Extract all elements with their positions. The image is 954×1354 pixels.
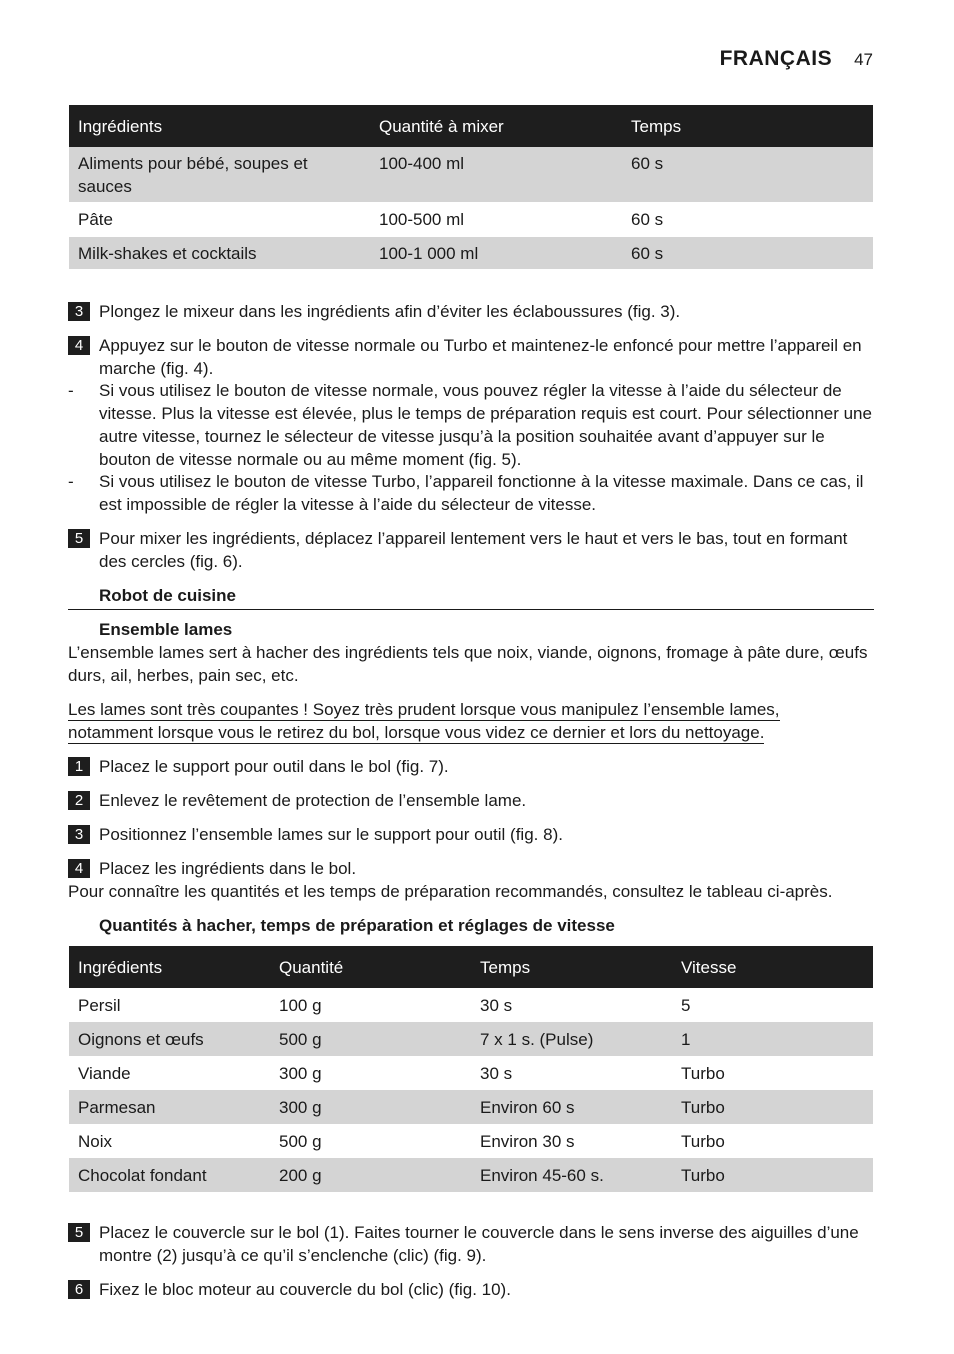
- table-cell: Noix: [78, 1132, 113, 1151]
- step-item: [68, 1278, 874, 1301]
- table-cell: 60 s: [631, 210, 664, 229]
- table-cell: 7 x 1 s. (Pulse): [471, 1022, 672, 1056]
- table-row: [69, 1022, 873, 1056]
- bullet-text: Si vous utilisez le bouton de vitesse Turbo, l’appareil fonctionne à la vitesse maximale. Dans ce cas, il est impossible de régler la vitesse à l’aide du sélecteur de vitesse.: [99, 472, 864, 514]
- step-number: 6: [68, 1280, 90, 1299]
- step-number: 2: [68, 791, 90, 810]
- table-cell: Pâte: [78, 210, 113, 229]
- table-row: [69, 1056, 873, 1090]
- table-cell: 500 g: [279, 1132, 322, 1151]
- step-number: 4: [68, 859, 90, 878]
- table-cell: Milk-shakes et cocktails: [69, 237, 370, 269]
- table-cell: Oignons et œufs: [69, 1022, 270, 1056]
- table-cell: Environ 60 s: [471, 1090, 672, 1124]
- table-cell: 100-500 ml: [379, 210, 465, 229]
- step-text: Placez le couvercle sur le bol (1). Faites tourner le couvercle dans le sens inverse des aiguilles d’une montre (2) jusqu’à ce qu’il s’enclenche (clic) (fig. 9).: [99, 1223, 859, 1265]
- table-cell: 60 s: [622, 147, 873, 202]
- table-row: [69, 1124, 873, 1158]
- table-cell: Viande: [78, 1064, 131, 1083]
- table-row: [69, 237, 873, 269]
- table-cell: Persil: [78, 996, 121, 1015]
- step-text: Positionnez l’ensemble lames sur le support pour outil (fig. 8).: [99, 825, 563, 844]
- table-cell: Environ 30 s: [480, 1132, 575, 1151]
- table-cell: Turbo: [681, 1064, 725, 1083]
- table-cell: 100-1 000 ml: [370, 237, 622, 269]
- step-text: Placez les ingrédients dans le bol.: [99, 859, 357, 878]
- step-number: 1: [68, 757, 90, 776]
- warning-line: notamment lorsque vous le retirez du bol, lorsque vous videz ce dernier et lors du nettoyage.: [68, 723, 765, 742]
- step-item: [68, 300, 874, 323]
- table-cell: 1: [672, 1022, 873, 1056]
- table-cell: 5: [681, 996, 691, 1015]
- step-number: 3: [68, 302, 90, 321]
- table-cell: 30 s: [480, 996, 513, 1015]
- table-header: Quantité: [270, 946, 471, 988]
- table-header-row: [69, 946, 873, 988]
- table-cell: 60 s: [622, 237, 873, 269]
- table-row: [69, 988, 873, 1022]
- table-cell: Parmesan: [69, 1090, 270, 1124]
- section-heading-quantites: Quantités à hacher, temps de préparation et réglages de vitesse: [99, 916, 615, 935]
- step-text: Plongez le mixeur dans les ingrédients afin d’éviter les éclaboussures (fig. 3).: [99, 302, 681, 321]
- table-cell: 300 g: [279, 1064, 322, 1083]
- table-header: Temps: [471, 946, 672, 988]
- table-header: Temps: [622, 105, 873, 147]
- step-item: [68, 823, 874, 846]
- step-item: [68, 527, 874, 573]
- table-row: [69, 1090, 873, 1124]
- table-cell: Aliments pour bébé, soupes et sauces: [69, 147, 370, 202]
- step-item: [68, 789, 874, 812]
- step-number: 5: [68, 1223, 90, 1242]
- step-item: [68, 857, 874, 880]
- warning-line: Les lames sont très coupantes ! Soyez très prudent lorsque vous manipulez l’ensemble lames,: [68, 700, 780, 719]
- table-cell: Chocolat fondant: [69, 1158, 270, 1192]
- step-text: Enlevez le revêtement de protection de l’ensemble lame.: [99, 791, 527, 810]
- section-heading-robot: Robot de cuisine: [99, 586, 236, 605]
- step-item: [68, 755, 874, 778]
- step-item: [68, 334, 874, 380]
- table-cell: 300 g: [270, 1090, 471, 1124]
- page-header: [720, 47, 873, 71]
- page-number: 47: [854, 50, 873, 69]
- section-divider: [68, 609, 874, 610]
- table-cell: Turbo: [672, 1158, 873, 1192]
- table-row: [69, 1158, 873, 1192]
- table-header: Ingrédients: [69, 105, 370, 147]
- table-cell: 500 g: [270, 1022, 471, 1056]
- step-text: Appuyez sur le bouton de vitesse normale ou Turbo et maintenez-le enfoncé pour mettre l’appareil en marche (fig. 4).: [99, 336, 862, 378]
- table-header-row: [69, 105, 873, 147]
- language-label: FRANÇAIS: [719, 47, 833, 70]
- step-number: 4: [68, 336, 90, 355]
- bullet-item: [68, 379, 874, 471]
- table-cell: 200 g: [270, 1158, 471, 1192]
- table-row: [69, 202, 873, 237]
- step-text: Placez le support pour outil dans le bol (fig. 7).: [99, 757, 449, 776]
- step-number: 3: [68, 825, 90, 844]
- step-text: Pour mixer les ingrédients, déplacez l’appareil lentement vers le haut et vers le bas, tout en formant des cercles (fig. 6).: [99, 529, 848, 571]
- table-header: Ingrédients: [69, 946, 270, 988]
- chopping-table: [69, 946, 873, 1192]
- warning-paragraph: [68, 698, 878, 744]
- intro-paragraph: L’ensemble lames sert à hacher des ingrédients tels que noix, viande, oignons, fromage à pâte dure, œufs durs, ail, herbes, pain sec, etc.: [68, 643, 868, 685]
- step-number: 5: [68, 529, 90, 548]
- table-cell: 100-400 ml: [370, 147, 622, 202]
- table-header: Vitesse: [672, 946, 873, 988]
- section-heading-lames: Ensemble lames: [99, 620, 233, 639]
- blending-table: [69, 105, 873, 269]
- bullet-text: Si vous utilisez le bouton de vitesse normale, vous pouvez régler la vitesse à l’aide du sélecteur de vitesse. Plus la vitesse est élevée, plus le temps de préparation requis est court. Pour sélectionner une autre vitesse, tournez le sélecteur de vitesse jusqu’à la position souhaitée avant d’appuyer sur le bouton de vitesse normale ou au même moment (fig. 5).: [99, 381, 872, 469]
- bullet-dash: -: [68, 472, 74, 491]
- table-cell: 100 g: [279, 996, 322, 1015]
- table-cell: 30 s: [480, 1064, 513, 1083]
- table-intro: Pour connaître les quantités et les temps de préparation recommandés, consultez le tableau ci-après.: [68, 882, 833, 901]
- bullet-dash: -: [68, 381, 74, 400]
- table-row: [69, 147, 873, 202]
- table-cell: Turbo: [681, 1132, 725, 1151]
- bullet-item: [68, 470, 874, 516]
- table-cell: Turbo: [672, 1090, 873, 1124]
- step-item: [68, 1221, 874, 1267]
- table-cell: Environ 45-60 s.: [471, 1158, 672, 1192]
- step-text: Fixez le bloc moteur au couvercle du bol (clic) (fig. 10).: [99, 1280, 511, 1299]
- table-header: Quantité à mixer: [370, 105, 622, 147]
